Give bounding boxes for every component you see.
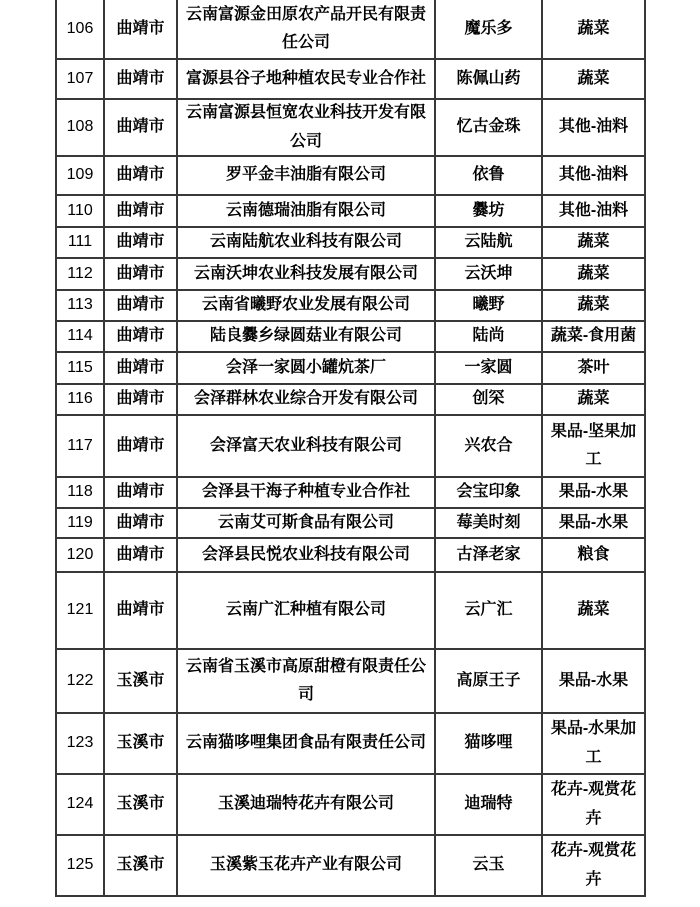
city-cell: 玉溪市 [105,836,178,895]
brand-name-cell: 依鲁 [436,157,543,194]
company-name-cell: 云南省玉溪市高原甜橙有限责任公司 [178,650,436,712]
category-cell: 果品-水果 [543,478,646,507]
brand-name-cell: 爨坊 [436,196,543,226]
company-name-cell: 会泽县民悦农业科技有限公司 [178,539,436,571]
company-name-cell: 罗平金丰油脂有限公司 [178,157,436,194]
brand-name-cell: 莓美时刻 [436,509,543,537]
row-number-cell: 108 [57,100,105,155]
row-number-cell: 115 [57,353,105,383]
row-number-cell: 113 [57,291,105,320]
company-name-cell: 云南沃坤农业科技发展有限公司 [178,259,436,289]
city-cell: 曲靖市 [105,196,178,226]
company-name-cell: 云南省曦野农业发展有限公司 [178,291,436,320]
company-name-cell: 玉溪紫玉花卉产业有限公司 [178,836,436,895]
city-cell: 曲靖市 [105,100,178,155]
brand-name-cell: 高原王子 [436,650,543,712]
table-row [57,291,646,322]
brand-name-cell: 云玉 [436,836,543,895]
city-cell: 曲靖市 [105,353,178,383]
city-cell: 曲靖市 [105,573,178,648]
row-number-cell: 122 [57,650,105,712]
city-cell: 曲靖市 [105,478,178,507]
table-row [57,385,646,416]
table-row [57,259,646,291]
row-number-cell: 121 [57,573,105,648]
company-name-cell: 会泽富天农业科技有限公司 [178,416,436,476]
city-cell: 曲靖市 [105,385,178,414]
category-cell: 蔬菜 [543,60,646,98]
row-number-cell: 109 [57,157,105,194]
table-row [57,509,646,539]
table-row [57,228,646,259]
company-name-cell: 会泽群林农业综合开发有限公司 [178,385,436,414]
category-cell: 茶叶 [543,353,646,383]
table-row [57,539,646,573]
category-cell: 粮食 [543,539,646,571]
brand-name-cell: 创罙 [436,385,543,414]
table-row [57,714,646,775]
category-cell: 蔬菜 [543,385,646,414]
companies-brand-table [55,0,646,897]
table-row [57,353,646,385]
table-row [57,478,646,509]
table-row [57,196,646,228]
category-cell: 果品-水果加工 [543,714,646,773]
company-name-cell: 富源县谷子地种植农民专业合作社 [178,60,436,98]
brand-name-cell: 迪瑞特 [436,775,543,834]
city-cell: 曲靖市 [105,291,178,320]
table-row [57,416,646,478]
brand-name-cell: 陈佩山药 [436,60,543,98]
brand-name-cell: 魔乐多 [436,0,543,58]
table-row [57,775,646,836]
table-row [57,573,646,650]
category-cell: 其他-油料 [543,157,646,194]
category-cell: 果品-水果 [543,509,646,537]
row-number-cell: 106 [57,0,105,58]
brand-name-cell: 忆古金珠 [436,100,543,155]
company-name-cell: 云南德瑞油脂有限公司 [178,196,436,226]
company-name-cell: 云南猫哆哩集团食品有限责任公司 [178,714,436,773]
city-cell: 玉溪市 [105,714,178,773]
row-number-cell: 107 [57,60,105,98]
category-cell: 果品-水果 [543,650,646,712]
category-cell: 蔬菜 [543,573,646,648]
row-number-cell: 120 [57,539,105,571]
brand-name-cell: 云陆航 [436,228,543,257]
city-cell: 曲靖市 [105,157,178,194]
company-name-cell: 云南富源县恒宽农业科技开发有限公司 [178,100,436,155]
category-cell: 蔬菜 [543,291,646,320]
row-number-cell: 125 [57,836,105,895]
row-number-cell: 116 [57,385,105,414]
brand-name-cell: 陆尚 [436,322,543,351]
row-number-cell: 114 [57,322,105,351]
brand-name-cell: 古泽老家 [436,539,543,571]
table-row [57,836,646,897]
table-row [57,100,646,157]
company-name-cell: 云南广汇种植有限公司 [178,573,436,648]
category-cell: 花卉-观赏花卉 [543,775,646,834]
table-row [57,157,646,196]
category-cell: 蔬菜 [543,0,646,58]
city-cell: 曲靖市 [105,0,178,58]
company-name-cell: 玉溪迪瑞特花卉有限公司 [178,775,436,834]
table-row [57,0,646,60]
category-cell: 蔬菜 [543,228,646,257]
category-cell: 其他-油料 [543,196,646,226]
row-number-cell: 124 [57,775,105,834]
company-name-cell: 云南艾可斯食品有限公司 [178,509,436,537]
row-number-cell: 118 [57,478,105,507]
brand-name-cell: 会宝印象 [436,478,543,507]
category-cell: 其他-油料 [543,100,646,155]
row-number-cell: 117 [57,416,105,476]
city-cell: 曲靖市 [105,228,178,257]
brand-name-cell: 兴农合 [436,416,543,476]
company-name-cell: 会泽一家圆小罐炕茶厂 [178,353,436,383]
table-row [57,322,646,353]
row-number-cell: 119 [57,509,105,537]
company-name-cell: 会泽县干海子种植专业合作社 [178,478,436,507]
city-cell: 玉溪市 [105,775,178,834]
row-number-cell: 111 [57,228,105,257]
city-cell: 曲靖市 [105,259,178,289]
company-name-cell: 云南富源金田原农产品开民有限责任公司 [178,0,436,58]
brand-name-cell: 云广汇 [436,573,543,648]
table-row [57,60,646,100]
brand-name-cell: 云沃坤 [436,259,543,289]
city-cell: 曲靖市 [105,322,178,351]
row-number-cell: 110 [57,196,105,226]
category-cell: 蔬菜-食用菌 [543,322,646,351]
company-name-cell: 陆良爨乡绿圆菇业有限公司 [178,322,436,351]
city-cell: 曲靖市 [105,539,178,571]
city-cell: 曲靖市 [105,60,178,98]
row-number-cell: 123 [57,714,105,773]
brand-name-cell: 猫哆哩 [436,714,543,773]
city-cell: 玉溪市 [105,650,178,712]
city-cell: 曲靖市 [105,416,178,476]
city-cell: 曲靖市 [105,509,178,537]
brand-name-cell: 曦野 [436,291,543,320]
company-name-cell: 云南陆航农业科技有限公司 [178,228,436,257]
category-cell: 果品-坚果加工 [543,416,646,476]
table-row [57,650,646,714]
brand-name-cell: 一家圆 [436,353,543,383]
row-number-cell: 112 [57,259,105,289]
category-cell: 花卉-观赏花卉 [543,836,646,895]
category-cell: 蔬菜 [543,259,646,289]
